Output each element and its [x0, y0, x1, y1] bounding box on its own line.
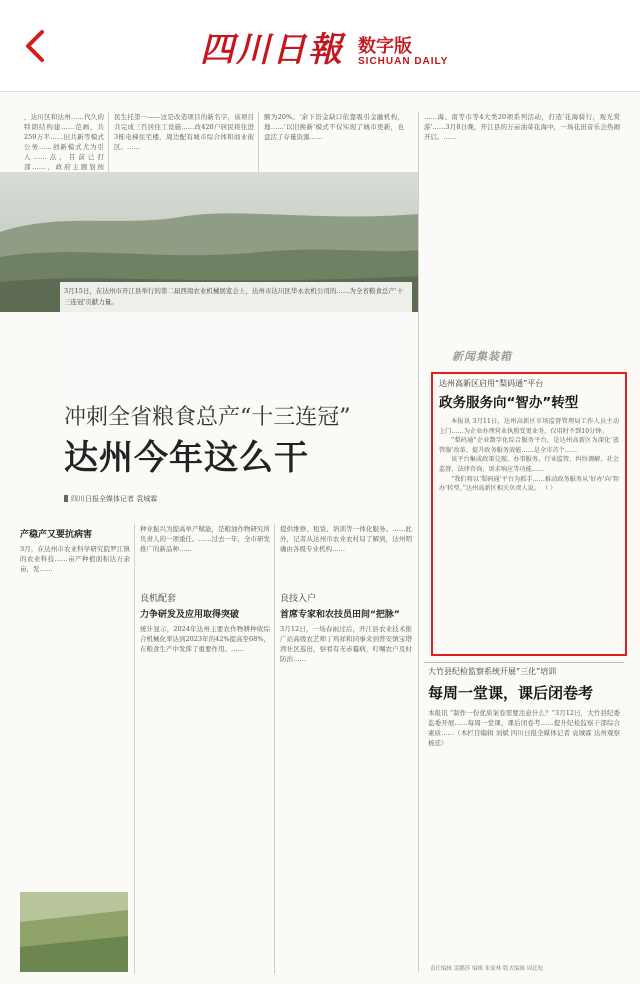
divider	[134, 524, 135, 974]
byline: 四川日报全媒体记者 袁城霖	[64, 494, 157, 504]
column-a-text: 3月，在达州市农业科学研究院罗江镇的农业科技……亩产种植面积达万余亩，发……	[20, 545, 130, 573]
divider	[418, 112, 419, 972]
column-b-sub-title: 力争研发及应用取得突破	[140, 610, 240, 620]
back-button[interactable]	[20, 28, 52, 64]
top-column-4	[424, 112, 620, 324]
main-headline: 达州今年这么干	[64, 438, 309, 478]
column-c-text-2: 3月12日，一场春雨过后，开江县农业技术推广站高级农艺师丁鸡祥和同事来到普安镇宝塔湾社区巡田，察看有无赤霉病，叮嘱农户及时防治……	[280, 625, 412, 663]
column-b-sub-kicker: 良机配套	[140, 594, 177, 604]
edition-label: 数字版	[358, 36, 412, 57]
article-title: 政务服务向“智办”转型	[439, 395, 579, 411]
story2-text: 本报讯 “制作一份优质案卷需要注意什么？”3月12日，大竹县纪委监委开展……每周一堂课，课后闭卷考……提升纪检监察干部综合素质……（本栏目编辑 刘斌 四川日报全媒体记者 袁城霖 达州观察 杨廷）	[428, 709, 620, 747]
column-b-text-2: 统计显示，2024年达州主要农作物耕种收综合机械化率达到2023年的42%提高至68%，在粮食生产中发挥了重要作用。……	[140, 625, 270, 653]
top-column-3-text: 额为20%。'余下资金缺口依靠吸引金融机构，地……'以旧换新'模式不仅实现了城市更新，也盘活了存量资源……	[264, 113, 404, 141]
article-paragraph: 该平台集成政策兑现、办事服务、行业监管、纠纷调解、社会监督、法律咨询、诉求响应等功能……	[439, 456, 619, 473]
column-c-text: 提供维修、租赁、培训等一体化服务。……此外，记者从达州市农业农村局了解到，达州明确由各级专业机构……	[280, 525, 412, 553]
article-paragraph: “梨码通”企业数字化综合服务平台，是达州高新区为深化‘放管服’改革、提升政务服务效能……是全市首个……	[439, 437, 619, 454]
column-c-sub-kicker: 良技入户	[280, 594, 317, 604]
brand-english: SICHUAN DAILY	[358, 56, 449, 67]
column-b-text: 种业振兴为提高单产赋能，是粮油作物研究所负责人的一项重任。……过去一年，全市研发推广的新品种……	[140, 525, 270, 553]
newspaper-page	[0, 92, 640, 984]
highlighted-article[interactable]	[431, 372, 627, 656]
section-tag: 新闻集装箱	[452, 350, 512, 363]
main-column-a	[20, 524, 130, 944]
story2-title: 每周一堂课，课后闭卷考	[428, 684, 594, 702]
article-paragraph: 本报讯 3月11日，达州高新区市场监督管理局工作人员主动上门……为企业办理营业执照变更业务，仅用时不到10分钟。	[439, 418, 619, 435]
lead-text: 3月15日，在达州市开江县举行的第二届西南农业机械展览会上，达州市达川区华永农机公司的……为全省粮食总产'十三连冠'贡献力量。	[64, 287, 404, 306]
app-header	[0, 0, 640, 92]
column-c-sub-title: 首席专家和农技员田间“把脉”	[280, 610, 400, 620]
main-column-c	[280, 524, 412, 974]
lead-paragraph	[60, 282, 412, 402]
article-paragraph: “我们将以‘梨码通’平台为抓手……推动政务服务从‘好办’向‘智办’转型。”达州高新区相关负责人说。 （ ）	[439, 475, 619, 493]
top-column-4-text: ……海、南等市等4大类20项系列活动，打造'花海骑行，观光赏游'……3月8日晚，开江县的万亩油菜花海中，一场花田音乐会热闹开启。……	[424, 113, 620, 141]
page-footer: 责任编辑 雷鹏莎 编辑 朱家林 版式编辑 周廷松	[430, 966, 544, 972]
farmland-photo	[20, 892, 128, 972]
story2-body	[428, 708, 620, 948]
brand-name: 四川日報	[200, 30, 344, 70]
main-column-b	[140, 524, 270, 974]
top-column-2-text: 民生托第一——这是改造项目的新名字，该项目共完成三百居住工设施……改420户居民将住进3栋电梯住宅楼，周边配有城市综合体和商业街区。……	[114, 113, 254, 151]
chevron-left-icon	[20, 28, 52, 64]
divider	[424, 662, 624, 663]
main-kicker: 冲刺全省粮食总产“十三连冠”	[64, 405, 351, 430]
top-column-1-text: ，达川区和达州……代久的特朗结构建……范画，共259万平……旧共新等模式公务……创新模式尤为引人……点，目前已打部……，政府主题划按	[24, 113, 104, 171]
story2-kicker: 大竹县纪检监察系统开展“三化”培训	[428, 667, 557, 676]
column-a-subhead: 产稳产又要抗病害	[20, 530, 93, 540]
article-body	[439, 417, 619, 494]
divider	[274, 524, 275, 974]
article-kicker: 达州高新区启用“梨码通”平台	[439, 379, 544, 388]
